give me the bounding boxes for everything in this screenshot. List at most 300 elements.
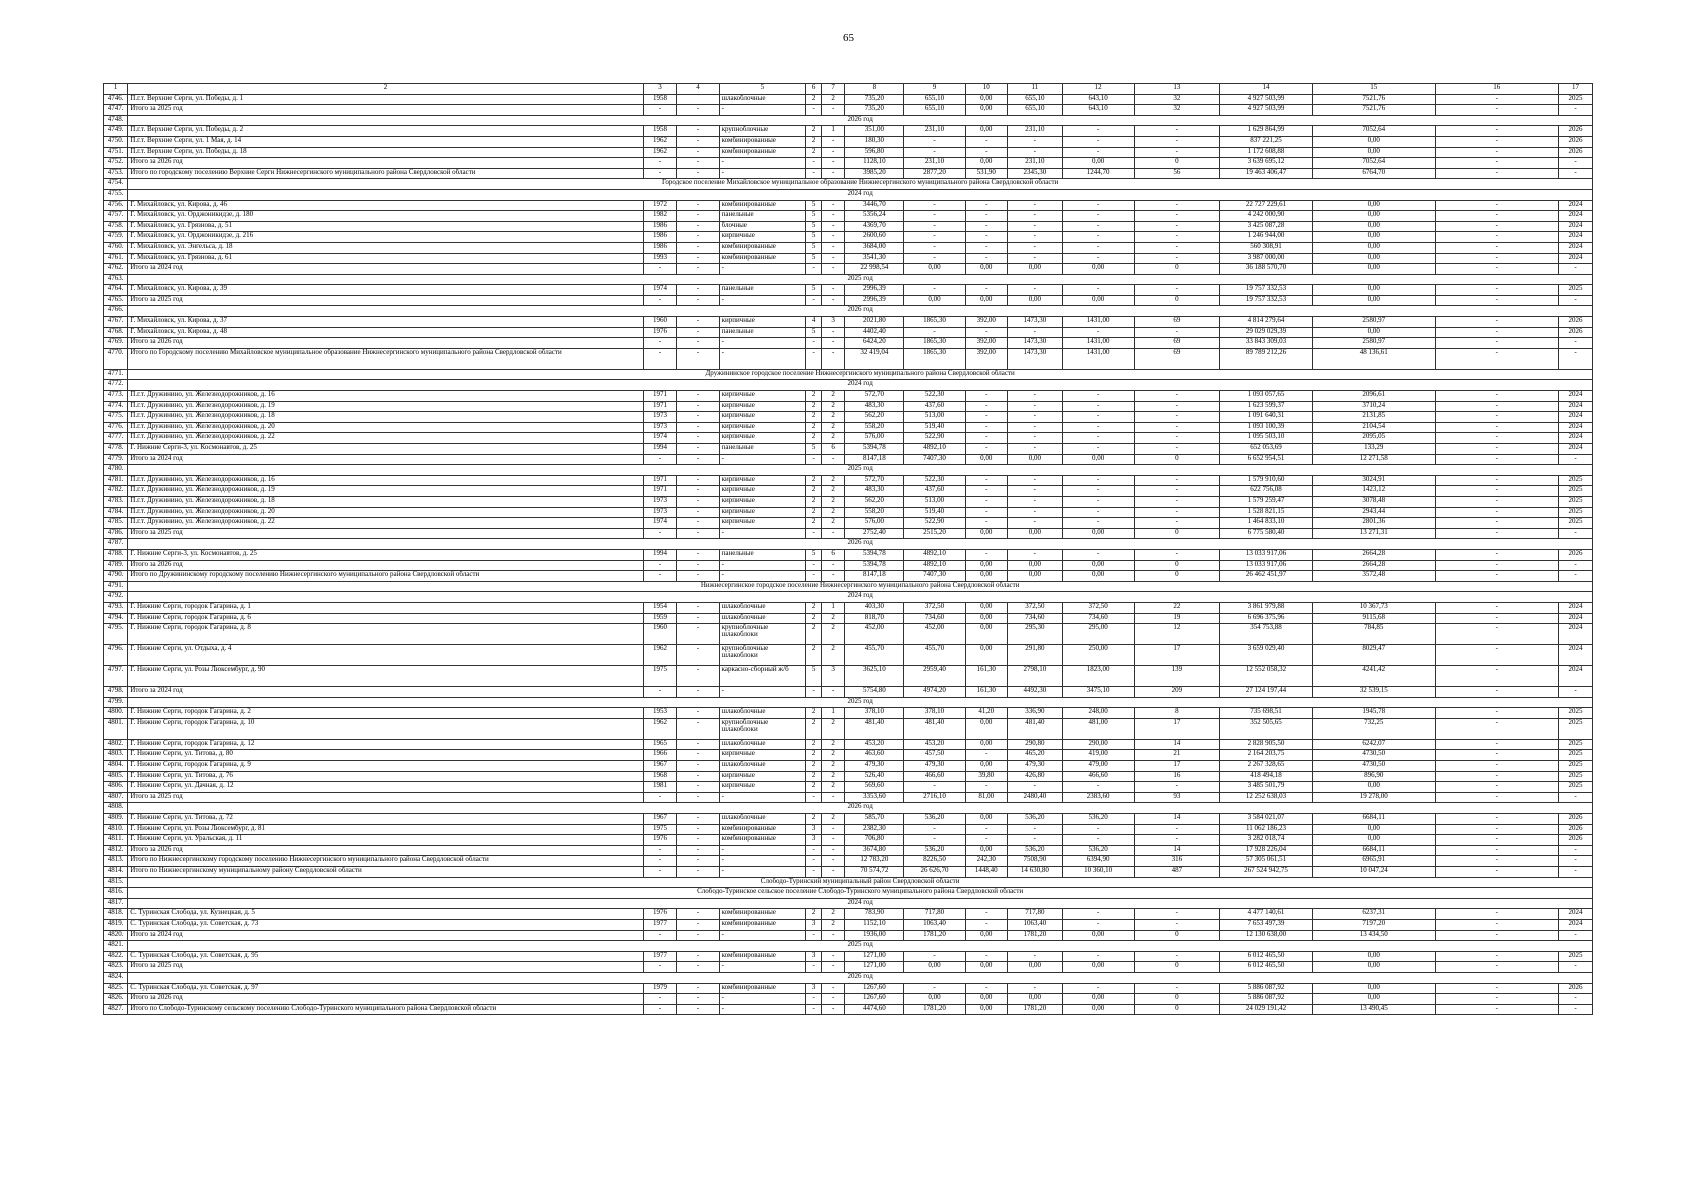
table-cell: 1981 bbox=[643, 782, 677, 793]
table-cell: 8147,18 bbox=[845, 571, 904, 582]
table-cell: 1971 bbox=[643, 486, 677, 497]
table-cell: 1974 bbox=[643, 518, 677, 529]
table-cell: 2024 bbox=[1559, 253, 1593, 264]
table-cell: комбинированные bbox=[719, 983, 806, 994]
table-cell: 17 928 226,04 bbox=[1220, 845, 1313, 856]
row-number-cell: 4748. bbox=[104, 115, 128, 126]
table-cell: 33 843 309,03 bbox=[1220, 338, 1313, 349]
table-cell: П.г.т. Дружинино, ул. Железнодорожников, д. 22 bbox=[128, 518, 643, 529]
table-cell: 1973 bbox=[643, 422, 677, 433]
table-row bbox=[104, 739, 1593, 750]
table-cell: - bbox=[1062, 824, 1134, 835]
table-cell: - bbox=[1435, 433, 1559, 444]
table-cell: П.г.т. Дружинино, ул. Железнодорожников, д. 16 bbox=[128, 475, 643, 486]
table-cell: 1 246 944,00 bbox=[1220, 232, 1313, 243]
table-cell: 1781,20 bbox=[1007, 930, 1062, 941]
table-cell: 6684,11 bbox=[1313, 845, 1435, 856]
table-cell: 0 bbox=[1134, 962, 1220, 973]
table-cell: кирпичные bbox=[719, 433, 806, 444]
table-cell: 0,00 bbox=[1313, 285, 1435, 296]
row-number-cell: 4747. bbox=[104, 105, 128, 116]
table-cell: 6424,20 bbox=[845, 338, 904, 349]
table-cell: 267 524 942,75 bbox=[1220, 867, 1313, 878]
table-cell: - bbox=[719, 560, 806, 571]
table-cell: 2 267 328,65 bbox=[1220, 761, 1313, 772]
table-cell: шлакоблочные bbox=[719, 94, 806, 105]
table-cell: - bbox=[965, 211, 1007, 222]
table-cell: 0,00 bbox=[1313, 835, 1435, 846]
table-cell: - bbox=[677, 571, 719, 582]
table-row bbox=[104, 412, 1593, 423]
table-cell: 522,30 bbox=[904, 475, 965, 486]
table-cell: - bbox=[719, 158, 806, 169]
table-row bbox=[104, 496, 1593, 507]
table-cell: - bbox=[904, 211, 965, 222]
section-row bbox=[104, 539, 1593, 550]
table-row bbox=[104, 200, 1593, 211]
table-row bbox=[104, 264, 1593, 275]
table-cell: - bbox=[1007, 327, 1062, 338]
table-cell: - bbox=[1435, 666, 1559, 687]
table-cell: 479,30 bbox=[1007, 761, 1062, 772]
table-row bbox=[104, 824, 1593, 835]
table-cell: панельные bbox=[719, 549, 806, 560]
table-cell: 2 bbox=[822, 412, 845, 423]
table-cell: - bbox=[965, 444, 1007, 455]
table-cell: 2025 bbox=[1559, 761, 1593, 772]
row-number-cell: 4761. bbox=[104, 253, 128, 264]
table-cell: 455,70 bbox=[845, 645, 904, 666]
table-cell: Г. Нижние Серги-3, ул. Космонавтов, д. 25 bbox=[128, 444, 643, 455]
table-cell: - bbox=[1559, 687, 1593, 698]
table-cell: 734,60 bbox=[904, 613, 965, 624]
table-row bbox=[104, 930, 1593, 941]
row-number-cell: 4786. bbox=[104, 528, 128, 539]
table-cell: Г. Нижние Серги, ул. Отдыха, д. 4 bbox=[128, 645, 643, 666]
table-cell: 513,00 bbox=[904, 496, 965, 507]
table-cell: 2 bbox=[806, 613, 822, 624]
table-cell: 0,00 bbox=[1313, 221, 1435, 232]
table-cell: - bbox=[1435, 560, 1559, 571]
table-cell: - bbox=[1435, 867, 1559, 878]
table-cell: 1865,30 bbox=[904, 317, 965, 328]
table-cell: - bbox=[1559, 856, 1593, 867]
section-title-cell: 2026 год bbox=[128, 115, 1593, 126]
table-cell: - bbox=[822, 962, 845, 973]
table-cell: - bbox=[1134, 242, 1220, 253]
table-cell: - bbox=[677, 136, 719, 147]
table-cell: крупноблочные шлакоблоки bbox=[719, 624, 806, 645]
table-cell: - bbox=[677, 317, 719, 328]
table-cell: 295,00 bbox=[1062, 624, 1134, 645]
table-cell: 0,00 bbox=[965, 571, 1007, 582]
table-cell: - bbox=[1559, 867, 1593, 878]
table-cell: 783,90 bbox=[845, 909, 904, 920]
table-row bbox=[104, 518, 1593, 529]
table-cell: - bbox=[677, 771, 719, 782]
table-cell: 426,80 bbox=[1007, 771, 1062, 782]
table-cell: - bbox=[806, 867, 822, 878]
table-cell: - bbox=[1134, 951, 1220, 962]
table-cell: - bbox=[1435, 909, 1559, 920]
table-cell: 1 bbox=[822, 708, 845, 719]
table-cell: 4892,10 bbox=[904, 560, 965, 571]
table-cell: 3 bbox=[822, 317, 845, 328]
table-cell: 479,00 bbox=[1062, 761, 1134, 772]
table-cell: Итого за 2026 год bbox=[128, 158, 643, 169]
table-cell: 1 093 100,39 bbox=[1220, 422, 1313, 433]
table-cell: 3 bbox=[806, 951, 822, 962]
column-number-cell: 6 bbox=[806, 84, 822, 95]
table-cell: 0,00 bbox=[965, 845, 1007, 856]
table-cell: 1994 bbox=[643, 444, 677, 455]
table-cell: Итого за 2025 год bbox=[128, 962, 643, 973]
table-cell: комбинированные bbox=[719, 200, 806, 211]
table-cell: панельные bbox=[719, 444, 806, 455]
table-cell: 1945,78 bbox=[1313, 708, 1435, 719]
table-cell: - bbox=[806, 338, 822, 349]
table-cell: 1448,40 bbox=[965, 867, 1007, 878]
table-cell: - bbox=[1062, 951, 1134, 962]
table-cell: 2798,10 bbox=[1007, 666, 1062, 687]
table-cell: - bbox=[719, 338, 806, 349]
table-cell: 0 bbox=[1134, 994, 1220, 1005]
table-cell: - bbox=[643, 845, 677, 856]
table-row bbox=[104, 444, 1593, 455]
table-cell: 1781,20 bbox=[904, 1004, 965, 1015]
row-number-cell: 4788. bbox=[104, 549, 128, 560]
table-cell: - bbox=[822, 1004, 845, 1015]
table-cell: - bbox=[1435, 708, 1559, 719]
table-cell: - bbox=[1062, 782, 1134, 793]
row-number-cell: 4822. bbox=[104, 951, 128, 962]
table-cell: 818,70 bbox=[845, 613, 904, 624]
column-number-row bbox=[104, 84, 1593, 95]
table-cell: 32 419,04 bbox=[845, 348, 904, 369]
row-number-cell: 4763. bbox=[104, 274, 128, 285]
table-cell: 522,90 bbox=[904, 518, 965, 529]
table-cell: 56 bbox=[1134, 168, 1220, 179]
table-cell: 0,00 bbox=[965, 962, 1007, 973]
table-cell: 290,80 bbox=[1007, 739, 1062, 750]
table-cell: 22 bbox=[1134, 602, 1220, 613]
table-cell: 6 bbox=[822, 549, 845, 560]
table-cell: панельные bbox=[719, 211, 806, 222]
column-number-cell: 5 bbox=[719, 84, 806, 95]
table-cell: 19 278,00 bbox=[1313, 792, 1435, 803]
table-cell: - bbox=[1134, 983, 1220, 994]
table-cell: - bbox=[643, 264, 677, 275]
table-cell: 2026 bbox=[1559, 549, 1593, 560]
table-cell: 734,60 bbox=[1007, 613, 1062, 624]
table-cell: 7508,90 bbox=[1007, 856, 1062, 867]
table-cell: - bbox=[1559, 560, 1593, 571]
table-cell: 14 630,80 bbox=[1007, 867, 1062, 878]
table-cell: - bbox=[822, 264, 845, 275]
page-number: 65 bbox=[843, 32, 854, 44]
table-row bbox=[104, 856, 1593, 867]
table-cell: - bbox=[1007, 518, 1062, 529]
table-cell: - bbox=[1062, 232, 1134, 243]
table-cell: 26 462 451,97 bbox=[1220, 571, 1313, 582]
table-cell: комбинированные bbox=[719, 242, 806, 253]
table-cell: 27 124 197,44 bbox=[1220, 687, 1313, 698]
table-cell: 2 828 905,50 bbox=[1220, 739, 1313, 750]
table-cell: 403,30 bbox=[845, 602, 904, 613]
table-cell: - bbox=[719, 845, 806, 856]
table-cell: 0,00 bbox=[965, 105, 1007, 116]
table-cell: 1781,20 bbox=[904, 930, 965, 941]
table-cell: 1473,30 bbox=[1007, 317, 1062, 328]
table-cell: 1960 bbox=[643, 624, 677, 645]
table-cell: 0,00 bbox=[1062, 930, 1134, 941]
table-cell: 6684,11 bbox=[1313, 814, 1435, 825]
section-row bbox=[104, 581, 1593, 592]
row-number-cell: 4801. bbox=[104, 718, 128, 739]
table-cell: - bbox=[1134, 422, 1220, 433]
table-cell: 655,10 bbox=[904, 105, 965, 116]
table-cell: 519,40 bbox=[904, 507, 965, 518]
table-cell: - bbox=[677, 782, 719, 793]
table-cell bbox=[677, 94, 719, 105]
table-cell: - bbox=[643, 560, 677, 571]
table-cell: 2 bbox=[822, 782, 845, 793]
table-cell: 1823,00 bbox=[1062, 666, 1134, 687]
row-number-cell: 4757. bbox=[104, 211, 128, 222]
table-cell: 2 bbox=[806, 391, 822, 402]
table-cell: - bbox=[1007, 412, 1062, 423]
table-cell: 29 029 029,39 bbox=[1220, 327, 1313, 338]
table-cell: - bbox=[677, 200, 719, 211]
row-number-cell: 4812. bbox=[104, 845, 128, 856]
table-cell: - bbox=[643, 105, 677, 116]
table-cell: П.г.т. Дружинино, ул. Железнодорожников, д. 16 bbox=[128, 391, 643, 402]
table-cell: - bbox=[1435, 338, 1559, 349]
table-cell: 1965 bbox=[643, 739, 677, 750]
table-cell: - bbox=[677, 718, 719, 739]
table-cell: 3475,10 bbox=[1062, 687, 1134, 698]
table-cell: - bbox=[965, 253, 1007, 264]
table-row bbox=[104, 602, 1593, 613]
column-number-cell: 2 bbox=[128, 84, 643, 95]
table-cell: 6 652 954,51 bbox=[1220, 454, 1313, 465]
table-cell: 0,00 bbox=[965, 158, 1007, 169]
table-cell: 372,50 bbox=[1007, 602, 1062, 613]
table-cell: 2024 bbox=[1559, 433, 1593, 444]
table-cell: 5 bbox=[806, 666, 822, 687]
table-cell: 735 698,51 bbox=[1220, 708, 1313, 719]
table-cell: - bbox=[822, 824, 845, 835]
table-cell: - bbox=[965, 919, 1007, 930]
table-cell: 0,00 bbox=[1062, 295, 1134, 306]
table-row bbox=[104, 983, 1593, 994]
table-cell: - bbox=[1435, 624, 1559, 645]
row-number-cell: 4779. bbox=[104, 454, 128, 465]
table-cell: 21 bbox=[1134, 750, 1220, 761]
section-title-cell: Нижнесергинское городское поселение Нижнесергинского муниципального района Свердловской области bbox=[128, 581, 1593, 592]
table-cell: - bbox=[677, 454, 719, 465]
row-number-cell: 4760. bbox=[104, 242, 128, 253]
table-cell: 2480,40 bbox=[1007, 792, 1062, 803]
table-cell: 2021,80 bbox=[845, 317, 904, 328]
row-number-cell: 4752. bbox=[104, 158, 128, 169]
table-cell: 2 bbox=[806, 771, 822, 782]
table-cell: - bbox=[1559, 962, 1593, 973]
table-cell: 0,00 bbox=[1007, 295, 1062, 306]
table-cell: - bbox=[1134, 412, 1220, 423]
table-cell: Г. Михайловск, ул. Кирова, д. 39 bbox=[128, 285, 643, 296]
row-number-cell: 4793. bbox=[104, 602, 128, 613]
table-cell: 39,80 bbox=[965, 771, 1007, 782]
table-cell: Г. Михайловск, ул. Орджоникидзе, д. 216 bbox=[128, 232, 643, 243]
table-cell: 652 053,69 bbox=[1220, 444, 1313, 455]
table-cell: - bbox=[1062, 211, 1134, 222]
table-cell: 1974 bbox=[643, 285, 677, 296]
row-number-cell: 4783. bbox=[104, 496, 128, 507]
table-cell: - bbox=[806, 962, 822, 973]
table-row bbox=[104, 666, 1593, 687]
table-cell: 378,10 bbox=[904, 708, 965, 719]
table-cell: 22 998,54 bbox=[845, 264, 904, 275]
table-cell: 2 bbox=[822, 909, 845, 920]
table-cell: 13 434,50 bbox=[1313, 930, 1435, 941]
table-cell: - bbox=[822, 327, 845, 338]
table-row bbox=[104, 126, 1593, 137]
row-number-cell: 4772. bbox=[104, 380, 128, 391]
table-cell: 526,40 bbox=[845, 771, 904, 782]
table-cell: - bbox=[677, 645, 719, 666]
table-cell: 2 bbox=[806, 645, 822, 666]
table-cell: - bbox=[677, 1004, 719, 1015]
table-cell: 0,00 bbox=[1313, 824, 1435, 835]
table-cell: Итого за 2024 год bbox=[128, 264, 643, 275]
column-number-cell: 16 bbox=[1435, 84, 1559, 95]
table-cell: 0,00 bbox=[965, 454, 1007, 465]
table-cell: 536,20 bbox=[1062, 845, 1134, 856]
table-cell: 655,10 bbox=[1007, 105, 1062, 116]
table-cell: 32 539,15 bbox=[1313, 687, 1435, 698]
table-cell: 0,00 bbox=[1062, 962, 1134, 973]
table-cell: - bbox=[1435, 285, 1559, 296]
section-row bbox=[104, 179, 1593, 190]
table-cell: 4241,42 bbox=[1313, 666, 1435, 687]
table-cell: Г. Нижние Серги, городок Гагарина, д. 1 bbox=[128, 602, 643, 613]
table-cell: - bbox=[1062, 412, 1134, 423]
table-cell: 0,00 bbox=[1007, 454, 1062, 465]
table-cell: 133,29 bbox=[1313, 444, 1435, 455]
table-cell: 1962 bbox=[643, 718, 677, 739]
table-cell: - bbox=[1559, 528, 1593, 539]
table-cell: Г. Михайловск, ул. Грязнова, д. 51 bbox=[128, 221, 643, 232]
table-cell: - bbox=[965, 750, 1007, 761]
row-number-cell: 4808. bbox=[104, 803, 128, 814]
section-title-cell: 2026 год bbox=[128, 803, 1593, 814]
table-cell: - bbox=[643, 571, 677, 582]
table-cell: - bbox=[1559, 792, 1593, 803]
table-cell: 2024 bbox=[1559, 242, 1593, 253]
table-cell: 2026 bbox=[1559, 136, 1593, 147]
table-row bbox=[104, 168, 1593, 179]
table-cell: 522,90 bbox=[904, 433, 965, 444]
table-cell: кирпичные bbox=[719, 771, 806, 782]
table-cell: Г. Нижние Серги, ул. Дачная, д. 12 bbox=[128, 782, 643, 793]
table-cell: 1977 bbox=[643, 919, 677, 930]
table-cell: - bbox=[1134, 391, 1220, 402]
table-cell: 4492,30 bbox=[1007, 687, 1062, 698]
table-cell: П.г.т. Дружинино, ул. Железнодорожников, д. 18 bbox=[128, 496, 643, 507]
table-cell: - bbox=[677, 264, 719, 275]
table-cell: 6 bbox=[822, 444, 845, 455]
table-cell: 1 bbox=[822, 126, 845, 137]
table-cell: - bbox=[806, 528, 822, 539]
table-cell: 2 bbox=[822, 624, 845, 645]
table-cell: Итого за 2024 год bbox=[128, 687, 643, 698]
row-number-cell: 4807. bbox=[104, 792, 128, 803]
table-cell: 2131,85 bbox=[1313, 412, 1435, 423]
table-cell: 248,00 bbox=[1062, 708, 1134, 719]
table-cell: - bbox=[677, 814, 719, 825]
table-cell: 4474,60 bbox=[845, 1004, 904, 1015]
table-cell: 1976 bbox=[643, 909, 677, 920]
table-cell: - bbox=[965, 475, 1007, 486]
table-cell: 2 bbox=[806, 750, 822, 761]
table-cell: 2024 bbox=[1559, 602, 1593, 613]
table-cell: - bbox=[822, 285, 845, 296]
table-cell: 2 bbox=[806, 475, 822, 486]
table-cell: 0 bbox=[1134, 560, 1220, 571]
table-cell: - bbox=[806, 994, 822, 1005]
table-cell: - bbox=[1134, 475, 1220, 486]
table-cell: - bbox=[677, 412, 719, 423]
table-cell: 0,00 bbox=[1313, 200, 1435, 211]
table-cell: - bbox=[719, 454, 806, 465]
table-cell: - bbox=[719, 571, 806, 582]
table-cell: С. Туринская Слобода, ул. Советская, д. 73 bbox=[128, 919, 643, 930]
table-cell: - bbox=[677, 994, 719, 1005]
table-cell: - bbox=[1062, 422, 1134, 433]
table-cell: - bbox=[1435, 401, 1559, 412]
table-cell: - bbox=[904, 253, 965, 264]
table-cell: Итого за 2025 год bbox=[128, 792, 643, 803]
table-cell: 3 861 979,88 bbox=[1220, 602, 1313, 613]
table-cell: 643,10 bbox=[1062, 94, 1134, 105]
table-cell: 2 bbox=[822, 401, 845, 412]
table-cell: 2025 bbox=[1559, 718, 1593, 739]
table-row bbox=[104, 486, 1593, 497]
table-cell: 2996,39 bbox=[845, 295, 904, 306]
section-title-cell: Слободо-Туринское сельское поселение Слободо-Туринского муниципального района Свердловской области bbox=[128, 888, 1593, 899]
table-row bbox=[104, 295, 1593, 306]
table-cell: - bbox=[822, 253, 845, 264]
table-cell: 5394,78 bbox=[845, 444, 904, 455]
table-cell: - bbox=[904, 242, 965, 253]
table-cell: - bbox=[677, 909, 719, 920]
table-cell: - bbox=[1435, 422, 1559, 433]
table-cell: 562,20 bbox=[845, 496, 904, 507]
table-cell: 17 bbox=[1134, 645, 1220, 666]
row-number-cell: 4803. bbox=[104, 750, 128, 761]
table-row bbox=[104, 401, 1593, 412]
table-cell: Итого по Дружининскому городскому поселению Нижнесергинского муниципального района Свердловской области bbox=[128, 571, 643, 582]
table-cell: - bbox=[1007, 136, 1062, 147]
table-cell: 0,00 bbox=[1313, 242, 1435, 253]
table-cell: - bbox=[1062, 909, 1134, 920]
table-cell: 1431,00 bbox=[1062, 317, 1134, 328]
table-row bbox=[104, 221, 1593, 232]
table-cell: 0,00 bbox=[1313, 983, 1435, 994]
table-cell: 2104,54 bbox=[1313, 422, 1435, 433]
table-cell: 466,60 bbox=[1062, 771, 1134, 782]
